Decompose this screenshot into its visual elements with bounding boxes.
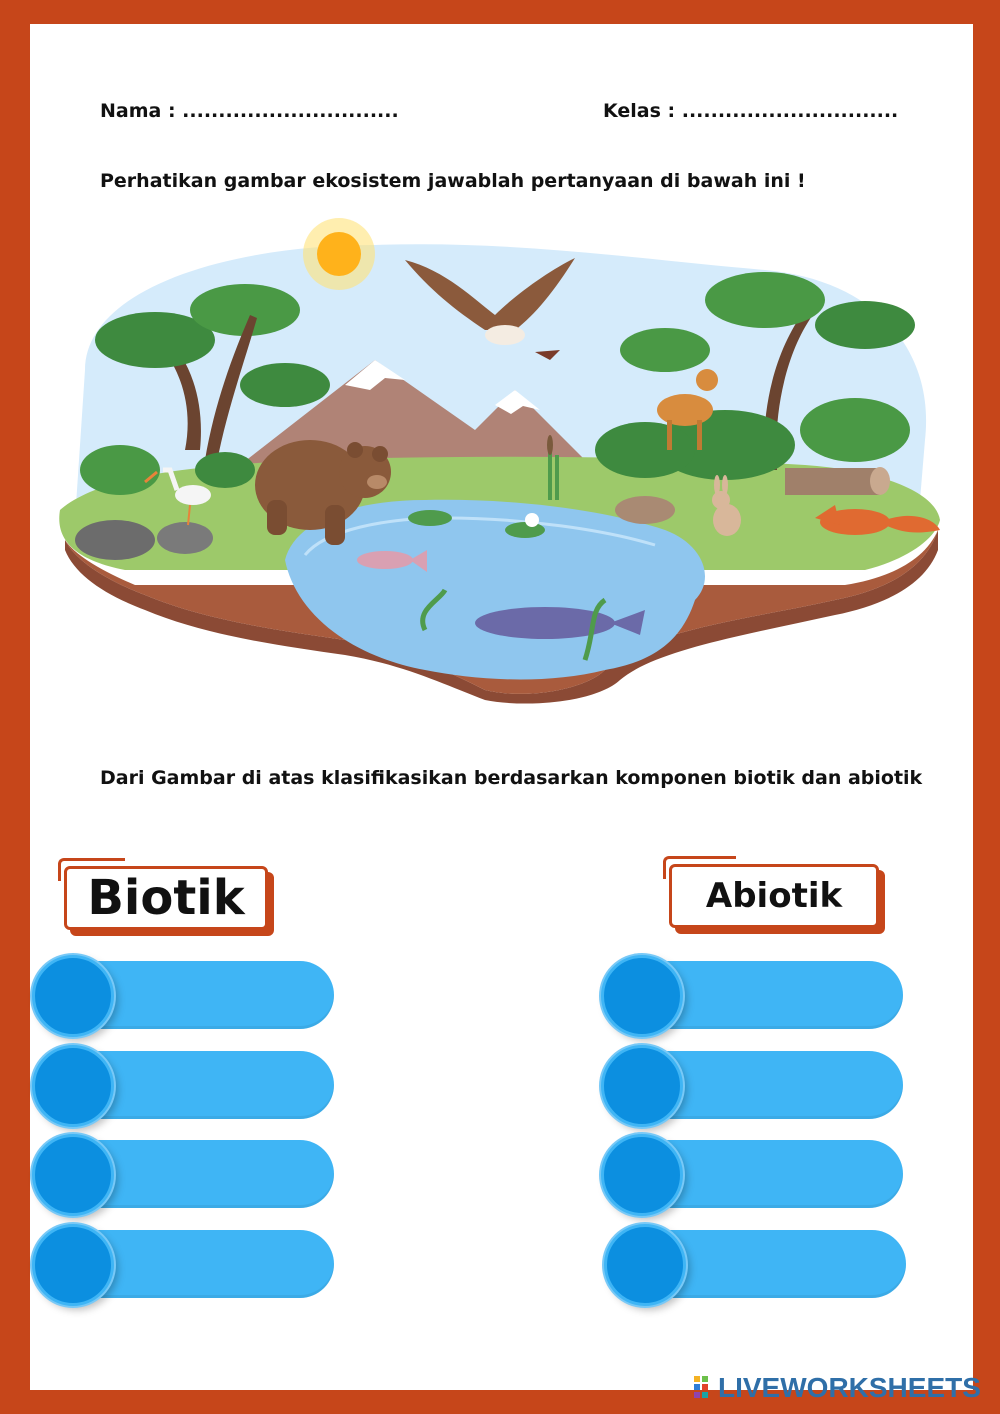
abiotik-answer-input-3[interactable]: [697, 1152, 891, 1198]
nama-label: Nama : ..............................: [100, 100, 399, 122]
kelas-label: Kelas : ..............................: [603, 100, 899, 122]
biotik-title-box: [58, 858, 278, 938]
instruction-text: Perhatikan gambar ekosistem jawablah pertanyaan di bawah ini !: [100, 170, 806, 192]
liveworksheets-logo: [694, 1372, 981, 1404]
bullet-circle-icon: [601, 1045, 683, 1127]
classification-instruction: Dari Gambar di atas klasifikasikan berdasarkan komponen biotik dan abiotik: [100, 767, 923, 789]
bullet-circle-icon: [32, 1045, 114, 1127]
biotik-answer-3: [32, 1134, 334, 1214]
biotik-answer-input-1[interactable]: [128, 973, 322, 1019]
abiotik-title: Abiotik: [669, 864, 879, 928]
abiotik-answer-2: [601, 1045, 903, 1125]
bullet-circle-icon: [601, 1134, 683, 1216]
biotik-answer-input-2[interactable]: [128, 1063, 322, 1109]
bullet-circle-icon: [604, 1224, 686, 1306]
abiotik-answer-input-1[interactable]: [697, 973, 891, 1019]
bullet-circle-icon: [32, 1134, 114, 1216]
biotik-answer-input-4[interactable]: [128, 1242, 322, 1288]
liveworksheets-text: LIVEWORKSHEETS: [718, 1372, 981, 1403]
biotik-answer-input-3[interactable]: [128, 1152, 322, 1198]
biotik-answer-1: [32, 955, 334, 1035]
ecosystem-illustration: [45, 200, 950, 705]
abiotik-answer-input-4[interactable]: [700, 1242, 894, 1288]
biotik-answer-4: [32, 1224, 334, 1304]
liveworksheets-icon: [694, 1376, 716, 1400]
abiotik-answer-input-2[interactable]: [697, 1063, 891, 1109]
biotik-title: Biotik: [64, 866, 268, 930]
abiotik-answer-1: [601, 955, 903, 1035]
bullet-circle-icon: [32, 1224, 114, 1306]
bullet-circle-icon: [601, 955, 683, 1037]
abiotik-answer-3: [601, 1134, 903, 1214]
bullet-circle-icon: [32, 955, 114, 1037]
biotik-answer-2: [32, 1045, 334, 1125]
abiotik-title-box: [663, 856, 893, 938]
abiotik-answer-4: [604, 1224, 906, 1304]
